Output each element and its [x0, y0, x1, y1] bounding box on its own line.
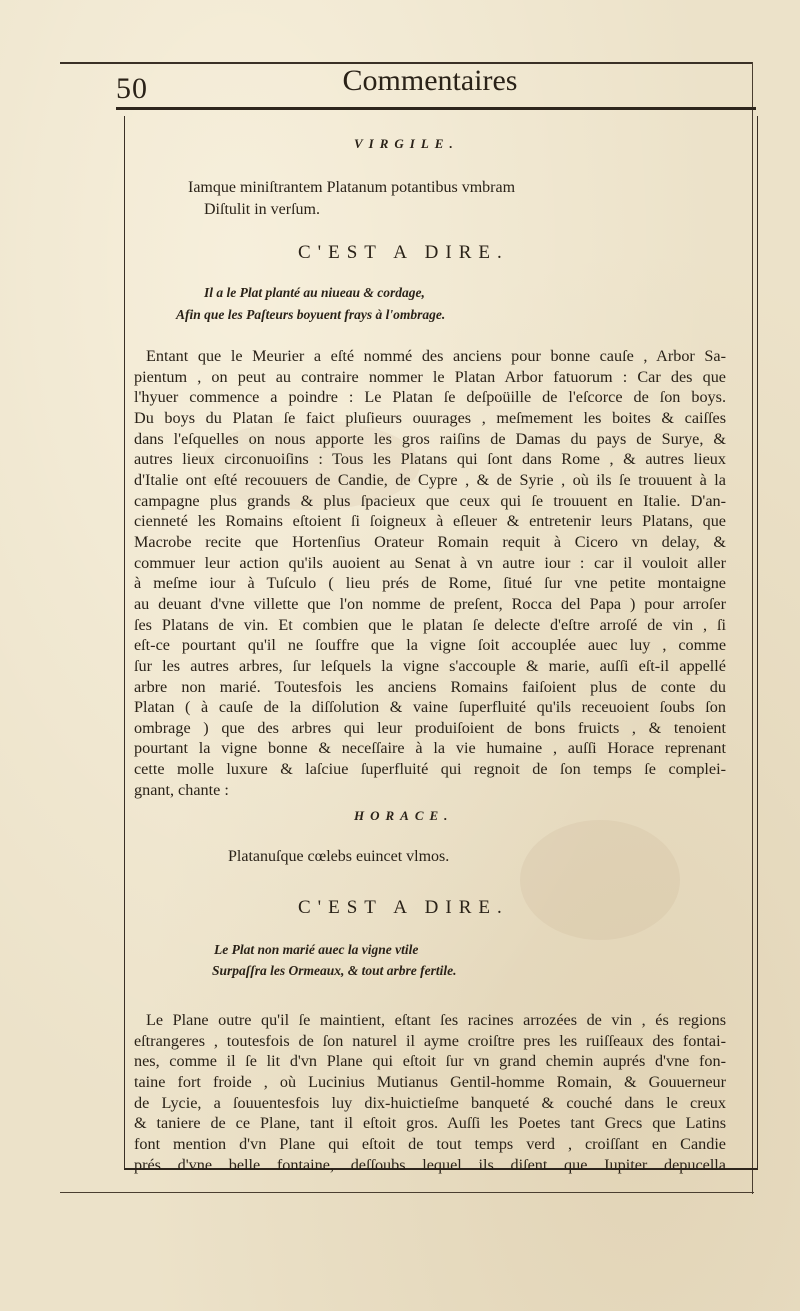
commentary-line: d'Italie ont eſté recouuers de Candie, de Cypre , & de Syrie , où ils ſe trouuent à la	[134, 470, 726, 489]
commentary-line: dans l'eſquelles on nous apporte les gros raiſins de Damas du pays de Surye, &	[134, 429, 726, 448]
commentary-line: l'hyuer commence a poindre : Le Platan ſe deſpoüille de l'eſcorce de ſon boys.	[134, 388, 726, 407]
commentary-paragraph-2	[134, 1010, 726, 1175]
commentary-line: ombrage ) que des arbres qui leur produiſoient de bons fruicts , & tenoient	[134, 718, 726, 737]
translation-line: Surpaſſra les Ormeaux, & tout arbre fertile.	[212, 963, 457, 978]
commentary-line: autres lieux circonuoiſins : Tous les Platans qui ſont dans Rome , & autres lieux	[134, 450, 726, 469]
commentary-line: prés d'vne belle fontaine, deſſoubs lequel ils diſent que Iupiter depucella	[134, 1155, 726, 1174]
commentary-line: & taniere de ce Plane, tant il eſtoit gros. Auſſi les Poetes tant Grecs que Latins	[134, 1114, 726, 1133]
commentary-line: taine fort froide , où Lucinius Mutianus Gentil-homme Romain, & Gouuerneur	[134, 1072, 726, 1091]
commentary-line: Du boys du Platan ſe faict pluſieurs ouurages , meſmement les boites & caiſſes	[134, 408, 726, 427]
commentary-line: au deuant d'vne villette que l'on nomme de preſent, Rocca del Papa ) pour arroſer	[134, 594, 726, 613]
commentary-line: cette molle luxure & laſciue ſuperfluité qui regnoit de ſon temps ſe complei-	[134, 760, 726, 779]
latin-verse-line: Iamque miniſtrantem Platanum potantibus vmbram	[188, 179, 516, 196]
commentary-line: eſtrangeres , toutesfois de ſon naturel il ayme croiſtre pres les ruiſſeaux des fontai-	[134, 1031, 726, 1050]
commentary-line: Le Plane outre qu'il ſe maintient, eſtant ſes racines arrozées de vin , és regions	[146, 1011, 726, 1029]
running-head: Commentaires	[342, 64, 518, 97]
latin-verse-line: Platanuſque cœlebs euincet vlmos.	[228, 848, 450, 865]
commentary-line: arbre non marié. Toutesfois les anciens Romains faiſoient plus de conte du	[134, 677, 726, 696]
speaker-horace: HORACE.	[354, 808, 454, 823]
commentary-line: ſes Platans de vin. Et combien que le platan ſe delecte d'eſtre arroſé de vin , ſi	[134, 615, 726, 634]
commentary-line: cienneté les Romains eſtoient ſi ſoigneux à eſleuer & entretenir leurs Platans, que	[134, 512, 726, 531]
page-number: 50	[116, 72, 148, 105]
commentary-line: pourtant la vigne bonne & neceſſaire à la vie humaine , auſſi Horace reprenant	[134, 739, 726, 758]
commentary-paragraph-1	[134, 346, 726, 800]
commentary-line: pientum , on peut au contraire nommer le Platan Arbor fatuorum : Car des que	[134, 367, 726, 386]
translation-line: Afin que les Paſteurs boyuent frays à l'ombrage.	[176, 307, 446, 322]
speaker-virgile: VIRGILE.	[354, 136, 459, 151]
translation-line: Le Plat non marié auec la vigne vtile	[214, 942, 419, 957]
commentary-line: de Lycie, a ſouuentesfois luy dix-huictieſme banqueté & couché dans le creux	[134, 1093, 726, 1112]
commentary-line: Platan ( à cauſe de la diſſolution & vaine ſuperfluité qu'ils receuoient ſoubs ſon	[134, 698, 726, 717]
commentary-line: campagne plus grands & plus ſpacieux que ceux qui ſe trouuent en Italie. D'an-	[134, 491, 726, 510]
header-rule	[116, 107, 756, 110]
bottom-rule	[60, 1192, 754, 1193]
commentary-line: gnant, chante :	[134, 780, 229, 799]
translation-line: Il a le Plat planté au niueau & cordage,	[204, 285, 425, 300]
commentary-line: à meſme iour à Tuſculo ( lieu prés de Rome, ſitué ſur vne petite montaigne	[134, 574, 726, 593]
commentary-line: font mention d'vn Plane qui eſtoit de tout temps verd , croiſſant en Candie	[134, 1134, 726, 1153]
commentary-line: Entant que le Meurier a eſté nommé des anciens pour bonne cauſe , Arbor Sa-	[146, 347, 726, 365]
commentary-line: Macrobe recite que Hortenſius Orateur Romain requit à Cicero vn delay, &	[134, 532, 726, 551]
commentary-line: commuer leur action qu'ils auoient au Senat à vn autre iour : car il vouloit aller	[134, 553, 726, 572]
latin-verse-line: Diſtulit in verſum.	[204, 201, 320, 218]
commentary-line: ſur les autres arbres, ſur leſquels la vigne s'accouple & marie, auſſi eſt-il appellé	[134, 656, 726, 675]
cest-a-dire-heading: C'EST A DIRE.	[298, 897, 509, 918]
commentary-line: eſt-ce pourtant qu'il ne ſouffre que la vigne ſoit accouplée auec luy , comme	[134, 636, 726, 655]
cest-a-dire-heading: C'EST A DIRE.	[298, 242, 509, 263]
commentary-line: nes, comme il ſe lit d'vn Plane qui eſtoit ſur vn grand chemin auprés d'vne fon-	[134, 1052, 726, 1071]
